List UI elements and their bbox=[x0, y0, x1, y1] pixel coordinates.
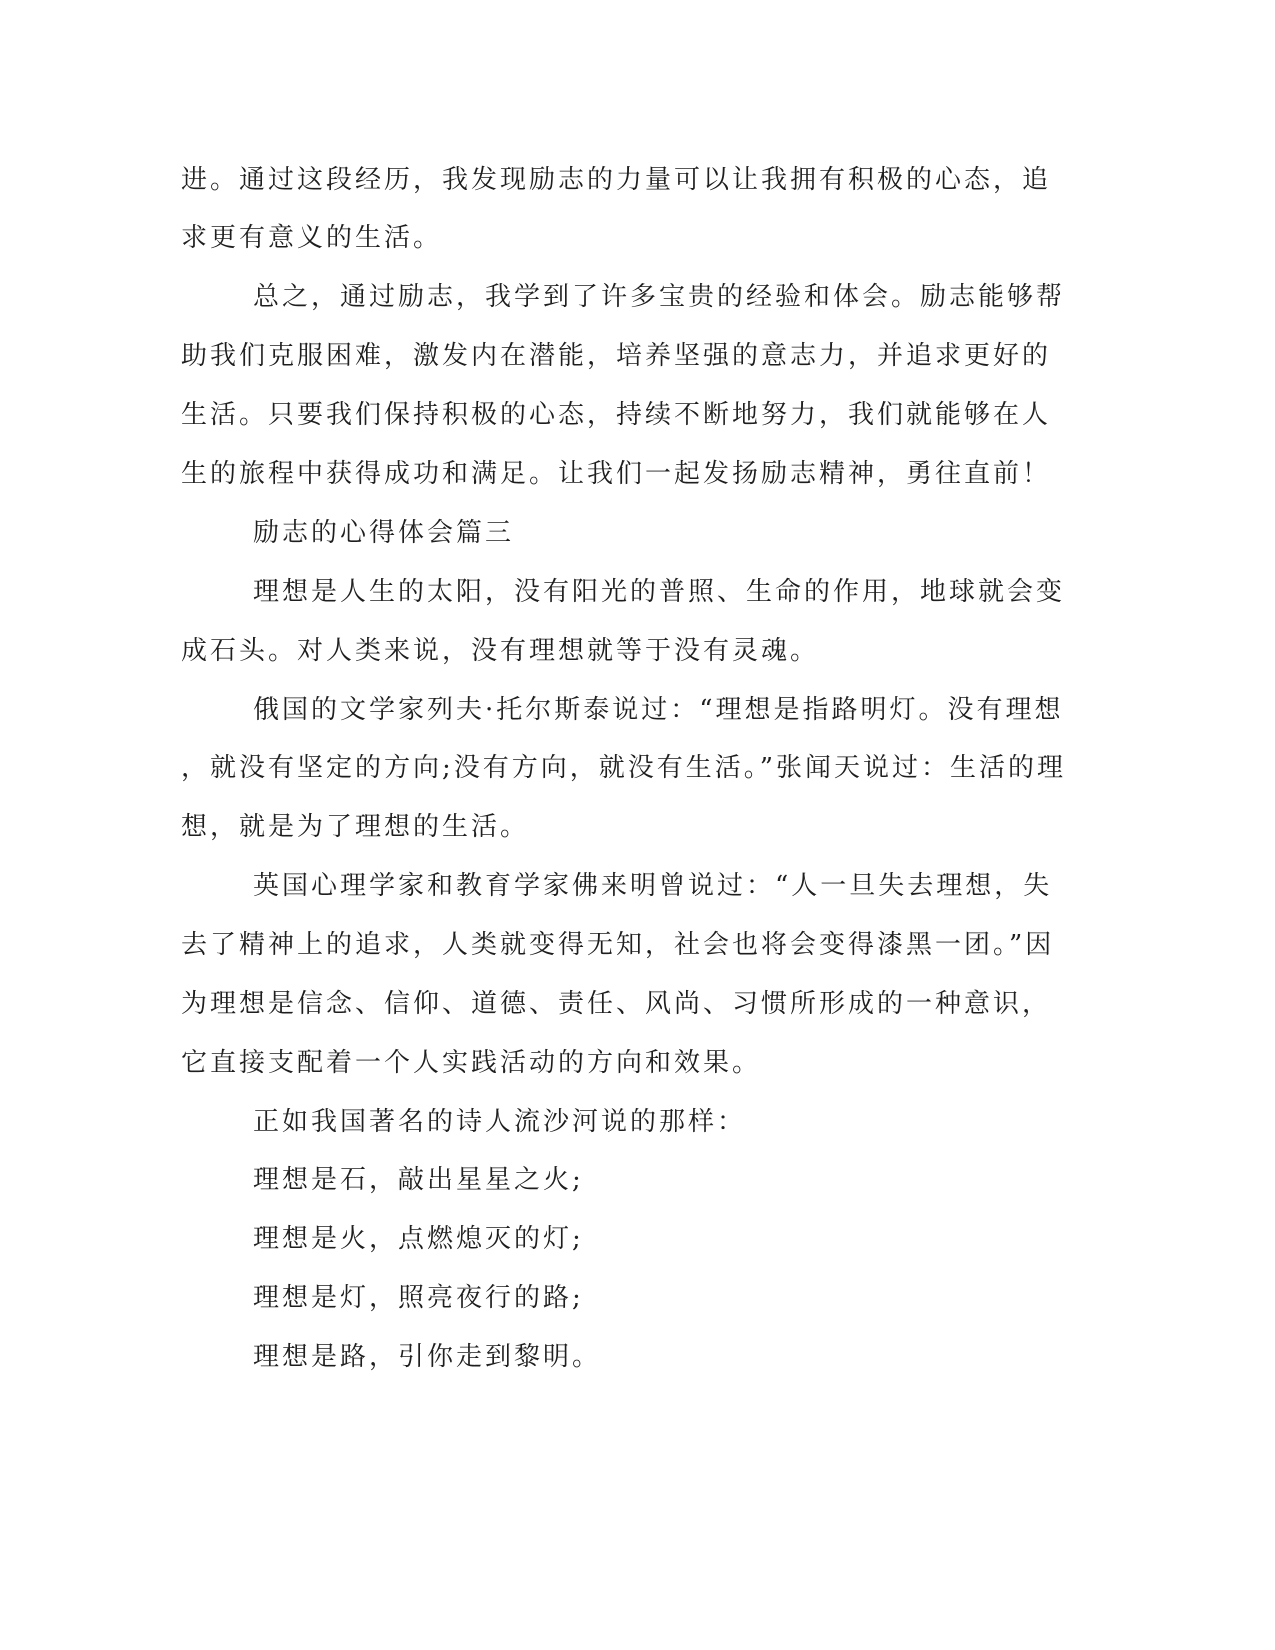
text-line: 生的旅程中获得成功和满足。让我们一起发扬励志精神，勇往直前！ bbox=[181, 459, 1052, 489]
text-line: 它直接支配着一个人实践活动的方向和效果。 bbox=[181, 1048, 762, 1078]
paragraph-start-line: 英国心理学家和教育学家佛来明曾说过：“人一旦失去理想，失 bbox=[253, 871, 1053, 901]
text-line: 求更有意义的生活。 bbox=[181, 223, 443, 253]
poem-line: 理想是火，点燃熄灭的灯; bbox=[253, 1224, 584, 1254]
text-line: 想，就是为了理想的生活。 bbox=[181, 812, 530, 842]
poem-line: 理想是路，引你走到黎明。 bbox=[253, 1342, 602, 1372]
text-line: 生活。只要我们保持积极的心态，持续不断地努力，我们就能够在人 bbox=[181, 400, 1052, 430]
text-line: 进。通过这段经历，我发现励志的力量可以让我拥有积极的心态，追 bbox=[181, 165, 1052, 195]
paragraph-start-line: 总之，通过励志，我学到了许多宝贵的经验和体会。励志能够帮 bbox=[253, 282, 1066, 312]
text-line: 为理想是信念、信仰、道德、责任、风尚、习惯所形成的一种意识， bbox=[181, 989, 1052, 1019]
text-line: 助我们克服困难，激发内在潜能，培养坚强的意志力，并追求更好的 bbox=[181, 341, 1052, 371]
text-line: ，就没有坚定的方向;没有方向，就没有生活。”张闻天说过：生活的理 bbox=[181, 753, 1067, 783]
text-line: 去了精神上的追求，人类就变得无知，社会也将会变得漆黑一团。”因 bbox=[181, 930, 1055, 960]
poem-line: 理想是石，敲出星星之火; bbox=[253, 1165, 584, 1195]
poem-line: 理想是灯，照亮夜行的路; bbox=[253, 1283, 584, 1313]
text-line: 成石头。对人类来说，没有理想就等于没有灵魂。 bbox=[181, 636, 820, 666]
paragraph-start-line: 理想是人生的太阳，没有阳光的普照、生命的作用，地球就会变 bbox=[253, 577, 1066, 607]
section-heading: 励志的心得体会篇三 bbox=[253, 518, 515, 548]
paragraph-start-line: 俄国的文学家列夫·托尔斯泰说过：“理想是指路明灯。没有理想 bbox=[253, 695, 1064, 725]
paragraph-start-line: 正如我国著名的诗人流沙河说的那样： bbox=[253, 1107, 747, 1137]
